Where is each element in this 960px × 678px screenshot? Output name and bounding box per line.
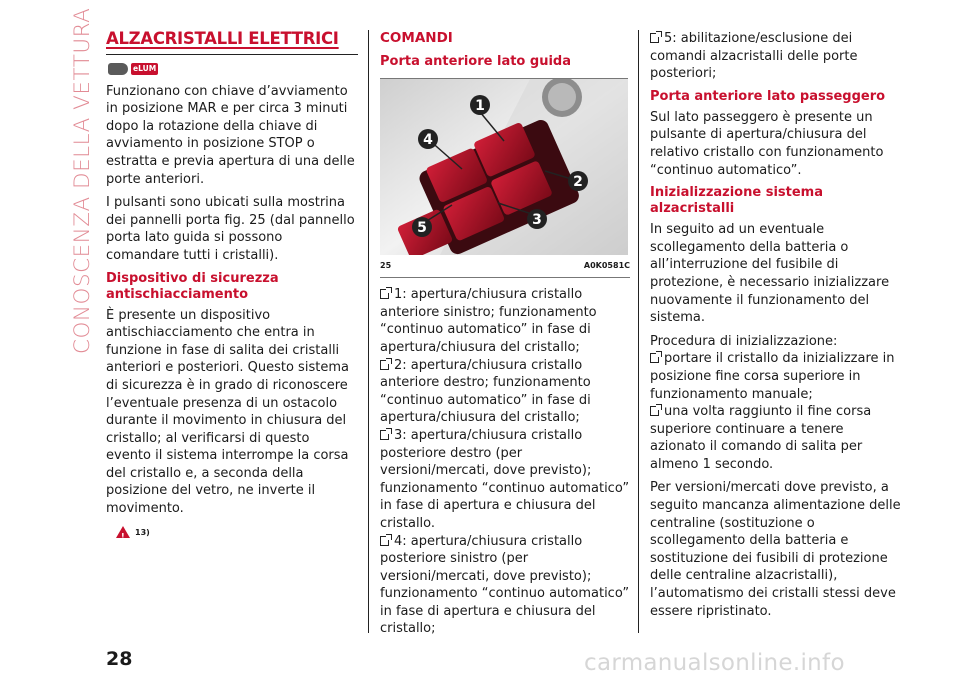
list-item: 3: apertura/chiusura cristallo posteriore destro (per versioni/mercati, dove previsto); funzionamento “continuo automatico” in fase di apertura e chiusura del cristallo. [380,427,630,531]
window-switch-panel-image [380,79,628,255]
column-1 [106,30,358,541]
warning-reference [116,524,358,542]
checkbox-bullet-icon [380,289,389,299]
heading-comandi: COMANDI [380,30,453,46]
paragraph: I pulsanti sono ubicati sulla mostrina dei pannelli porta fig. 25 (dal pannello porta lato guida si possono comandare tutti i cristalli). [106,195,355,263]
paragraph: Procedura di inizializzazione: [650,333,838,349]
warning-icon: ! [116,526,130,538]
watermark: carmanualsonline.info [584,650,845,676]
version-badge [108,61,358,77]
list-item: 1: apertura/chiusura cristallo anteriore sinistro; funzionamento “continuo automatico” in fase di apertura/chiusura del cristallo; [380,287,597,355]
callout-2: 2 [573,173,583,190]
figure-code: A0K0581C [583,260,630,270]
list-item: 2: apertura/chiusura cristallo anteriore destro; funzionamento “continuo automatico” in fase di apertura/chiusura del cristallo; [380,357,591,426]
subheading-driver-door: Porta anteriore lato guida [380,53,571,69]
paragraph: In seguito ad un eventuale scollegamento della batteria o all’interruzione del fusibile di protezione, è necessario inizializzare nuovamente il funzionamento del sistema. [650,222,890,326]
section-title: ALZACRISTALLI ELETTRICI [106,29,339,48]
paragraph: Funzionano con chiave d’avviamento in posizione MAR e per circa 3 minuti dopo la rotazione della chiave di avviamento in posizione STOP o estratta e previa apertura di una delle porte anteriori. [106,83,355,187]
column-2 [380,30,630,638]
checkbox-bullet-icon [650,406,659,416]
callout-1: 1 [475,97,485,114]
subheading-initialization: Inizializzazione sistema alzacristalli [650,185,823,217]
list-item: 4: apertura/chiusura cristallo posteriore sinistro (per versioni/mercati, dove previsto); funzionamento “continuo automatico” in fase di apertura e chiusura del cristallo; [380,533,630,637]
subheading-safety: Dispositivo di sicurezza antischiacciamento [106,270,279,302]
figure-number: 25 [380,260,392,270]
warning-ref-number: 13) [135,527,150,537]
callout-4: 4 [423,131,433,148]
page-number: 28 [106,648,133,670]
checkbox-bullet-icon [380,360,389,370]
section-side-label: CONOSCENZA DELLA VETTURA [70,7,95,354]
title-rule [106,54,358,55]
list-item: 5: abilitazione/esclusione dei comandi alzacristalli delle porte posteriori; [650,31,858,82]
subheading-passenger-door: Porta anteriore lato passeggero [650,88,886,104]
paragraph: È presente un dispositivo antischiacciamento che entra in funzione in fase di salita dei cristalli anteriori e posteriori. Questo sistema di sicurezza è in grado di riconoscere l’eventuale presenza di un ostacolo durante il movimento in chiusura del cristallo; al verificarsi di questo evento il sistema interrompe la corsa del cristallo e, a seconda della posizione del vetro, ne inverte il movimento. [106,307,349,517]
checkbox-bullet-icon [650,353,659,363]
checkbox-bullet-icon [380,430,389,440]
list-item: portare il cristallo da inizializzare in posizione fine corsa superiore in funzionamento manuale; [650,351,895,402]
callout-3: 3 [532,211,542,228]
figure-caption [380,255,630,279]
list-item: una volta raggiunto il fine corsa superiore continuare a tenere azionato il comando di salita per almeno 1 secondo. [650,404,872,472]
paragraph: Per versioni/mercati dove previsto, a seguito mancanza alimentazione delle centraline (sostituzione o scollegamento della batteria e sostituzione dei fusibili di protezione delle centraline alzacristalli), l’automatismo dei cristalli stessi deve essere ripristinato. [650,480,901,619]
figure-25 [380,78,628,255]
column-divider [368,30,369,633]
column-3 [650,30,902,626]
key-icon [108,63,128,75]
column-divider [638,30,639,633]
paragraph: Sul lato passeggero è presente un pulsante di apertura/chiusura del relativo cristallo con funzionamento “continuo automatico”. [650,109,884,178]
checkbox-bullet-icon [650,33,659,43]
callout-5: 5 [417,219,427,236]
checkbox-bullet-icon [380,536,389,546]
elum-tag: eLUM [133,63,157,73]
